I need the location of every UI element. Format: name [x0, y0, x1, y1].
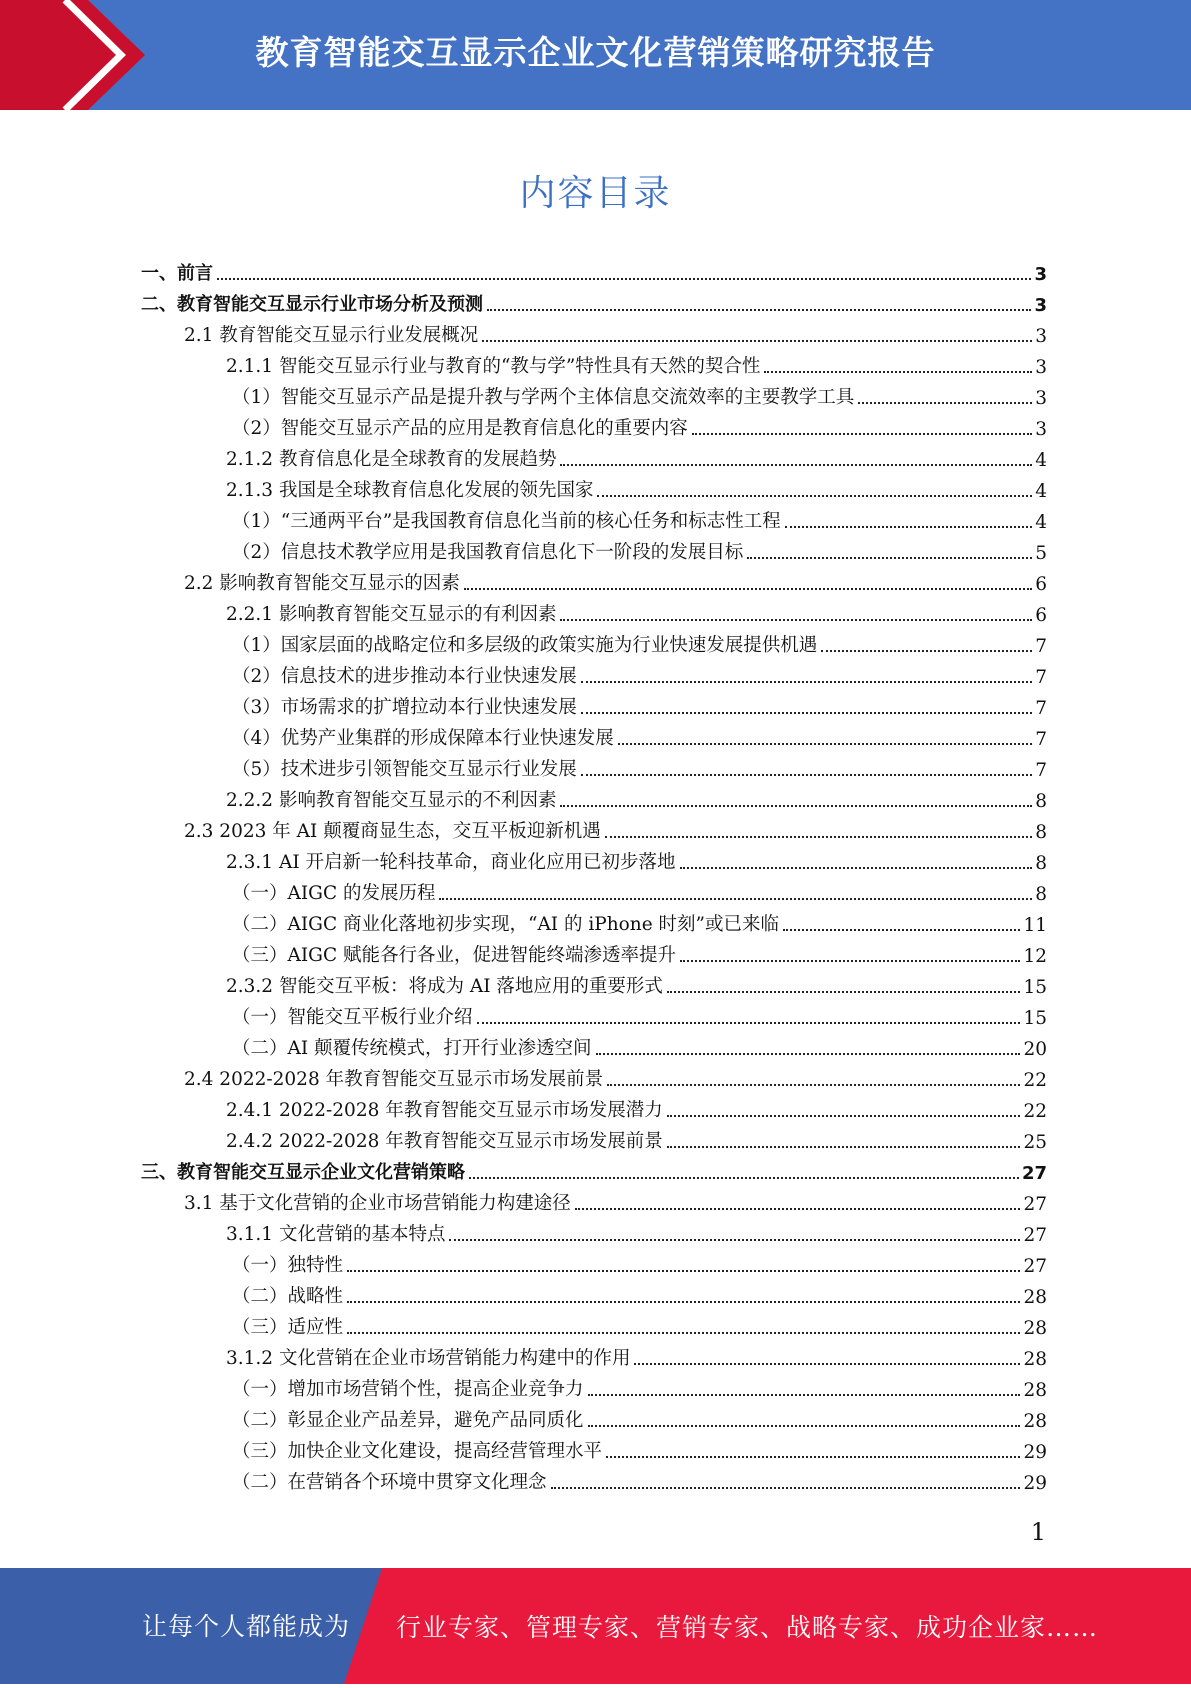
- toc-entry-page: 3: [1035, 388, 1047, 409]
- toc-entry[interactable]: [232, 1463, 1047, 1494]
- toc-entry-title: 3.1.2 文化营销在企业市场营销能力构建中的作用: [226, 1348, 631, 1369]
- toc-leader-dots: [464, 587, 1032, 590]
- toc-entry-title: 2.4 2022-2028 年教育智能交互显示市场发展前景: [184, 1069, 604, 1090]
- toc-entry-title: （二）AIGC 商业化落地初步实现，“AI 的 iPhone 时刻”或已来临: [232, 914, 779, 935]
- toc-leader-dots: [680, 959, 1020, 962]
- toc-entry-title: 2.3.2 智能交互平板：将成为 AI 落地应用的重要形式: [226, 976, 663, 997]
- toc-leader-dots: [667, 1114, 1021, 1117]
- toc-heading: 内容目录: [519, 173, 672, 214]
- toc-leader-dots: [487, 308, 1031, 311]
- toc-entry[interactable]: [226, 1091, 1047, 1122]
- report-title: 教育智能交互显示企业文化营销策略研究报告: [255, 33, 936, 72]
- toc-entry-page: 6: [1035, 605, 1047, 626]
- toc-entry[interactable]: [226, 1339, 1047, 1370]
- toc-leader-dots: [560, 463, 1032, 466]
- toc-leader-dots: [634, 1362, 1020, 1365]
- toc-entry[interactable]: [141, 1153, 1047, 1184]
- toc-entry[interactable]: [232, 1401, 1047, 1432]
- toc-entry[interactable]: [232, 378, 1047, 409]
- toc-entry-title: 2.4.1 2022-2028 年教育智能交互显示市场发展潜力: [226, 1100, 663, 1121]
- toc-entry[interactable]: [232, 905, 1047, 936]
- toc-entry[interactable]: [184, 1060, 1047, 1091]
- toc-entry[interactable]: [184, 812, 1047, 843]
- toc-entry-page: 28: [1023, 1380, 1047, 1401]
- toc-entry-title: （三）加快企业文化建设，提高经营管理水平: [232, 1441, 603, 1462]
- footer-banner: [0, 1568, 1191, 1684]
- toc-entry-page: 15: [1023, 977, 1047, 998]
- toc-entry-page: 22: [1023, 1070, 1047, 1091]
- toc-leader-dots: [439, 897, 1032, 900]
- toc-entry-page: 4: [1035, 450, 1047, 471]
- toc-leader-dots: [217, 277, 1031, 280]
- toc-leader-dots: [605, 835, 1033, 838]
- toc-entry-page: 3: [1035, 357, 1047, 378]
- toc-leader-dots: [821, 649, 1032, 652]
- toc-leader-dots: [667, 1145, 1021, 1148]
- toc-leader-dots: [667, 990, 1021, 993]
- toc-leader-dots: [618, 742, 1032, 745]
- toc-entry-title: （三）AIGC 赋能各行各业，促进智能终端渗透率提升: [232, 945, 676, 966]
- toc-entry-page: 5: [1035, 543, 1047, 564]
- toc-entry[interactable]: [232, 1432, 1047, 1463]
- footer-slogan-right: 行业专家、管理专家、营销专家、战略专家、成功企业家……: [396, 1613, 1099, 1642]
- toc-leader-dots: [588, 1393, 1021, 1396]
- toc-entry-title: （一）增加市场营销个性，提高企业竞争力: [232, 1379, 584, 1400]
- toc-entry-title: （2）信息技术教学应用是我国教育信息化下一阶段的发展目标: [232, 542, 744, 563]
- toc-entry-page: 3: [1034, 264, 1047, 285]
- toc-entry[interactable]: [232, 1277, 1047, 1308]
- toc-entry-title: （三）适应性: [232, 1317, 344, 1338]
- toc-entry-title: （一）独特性: [232, 1255, 344, 1276]
- toc-entry-page: 15: [1023, 1008, 1047, 1029]
- toc-entry[interactable]: [232, 533, 1047, 564]
- toc-entry-title: （1）国家层面的战略定位和多层级的政策实施为行业快速发展提供机遇: [232, 635, 818, 656]
- toc-entry[interactable]: [184, 564, 1047, 595]
- toc-entry-title: （1）智能交互显示产品是提升教与学两个主体信息交流效率的主要教学工具: [232, 387, 855, 408]
- toc-leader-dots: [588, 1424, 1021, 1427]
- toc-entry-title: （3）市场需求的扩增拉动本行业快速发展: [232, 697, 577, 718]
- toc-entry[interactable]: [184, 316, 1047, 347]
- toc-entry-page: 27: [1023, 1225, 1047, 1246]
- toc-entry-page: 8: [1035, 853, 1047, 874]
- toc-entry[interactable]: [232, 1370, 1047, 1401]
- toc-entry-title: （5）技术进步引领智能交互显示行业发展: [232, 759, 577, 780]
- toc-entry-page: 27: [1021, 1163, 1047, 1184]
- toc-leader-dots: [347, 1331, 1020, 1334]
- toc-entry-page: 3: [1035, 326, 1047, 347]
- toc-entry[interactable]: [232, 998, 1047, 1029]
- toc-entry-page: 11: [1023, 915, 1047, 936]
- toc-entry-page: 6: [1035, 574, 1047, 595]
- toc-entry-title: （一）智能交互平板行业介绍: [232, 1007, 473, 1028]
- toc-leader-dots: [581, 773, 1032, 776]
- toc-entry-title: （二）彰显企业产品差异，避免产品同质化: [232, 1410, 584, 1431]
- toc-entry[interactable]: [226, 967, 1047, 998]
- toc-entry-page: 7: [1035, 667, 1047, 688]
- toc-leader-dots: [347, 1269, 1020, 1272]
- toc-entry-page: 8: [1035, 884, 1047, 905]
- toc-leader-dots: [575, 1207, 1021, 1210]
- toc-entry-page: 8: [1035, 822, 1047, 843]
- header-red-chevron: [0, 0, 150, 110]
- toc-entry[interactable]: [232, 750, 1047, 781]
- toc-leader-dots: [449, 1238, 1020, 1241]
- toc-entry-title: （2）智能交互显示产品的应用是教育信息化的重要内容: [232, 418, 688, 439]
- toc-entry[interactable]: [226, 347, 1047, 378]
- toc-entry[interactable]: [226, 471, 1047, 502]
- toc-entry-page: 4: [1035, 512, 1047, 533]
- toc-entry-title: 2.2.2 影响教育智能交互显示的不利因素: [226, 790, 557, 811]
- toc-entry-title: （4）优势产业集群的形成保障本行业快速发展: [232, 728, 614, 749]
- toc-entry-title: 一、前言: [141, 263, 213, 284]
- toc-entry-page: 7: [1035, 636, 1047, 657]
- toc-entry[interactable]: [232, 1308, 1047, 1339]
- toc-entry[interactable]: [232, 409, 1047, 440]
- toc-entry-page: 20: [1023, 1039, 1047, 1060]
- toc-entry-title: 二、教育智能交互显示行业市场分析及预测: [141, 294, 483, 315]
- toc-entry-page: 28: [1023, 1411, 1047, 1432]
- toc-leader-dots: [747, 556, 1032, 559]
- toc-leader-dots: [347, 1300, 1020, 1303]
- toc-entry[interactable]: [141, 285, 1047, 316]
- toc-entry[interactable]: [232, 657, 1047, 688]
- toc-entry[interactable]: [232, 626, 1047, 657]
- toc-entry-page: 29: [1023, 1473, 1047, 1494]
- toc-leader-dots: [469, 1176, 1019, 1179]
- toc-entry-title: 2.1.1 智能交互显示行业与教育的“教与学”特性具有天然的契合性: [226, 356, 761, 377]
- toc-entry[interactable]: [226, 440, 1047, 471]
- toc-leader-dots: [680, 866, 1033, 869]
- toc-entry-title: 2.1 教育智能交互显示行业发展概况: [184, 325, 479, 346]
- toc-entry[interactable]: [232, 502, 1047, 533]
- toc-entry-page: 3: [1035, 419, 1047, 440]
- toc-entry[interactable]: [226, 1215, 1047, 1246]
- toc-entry-title: （二）战略性: [232, 1286, 344, 1307]
- toc-leader-dots: [692, 432, 1032, 435]
- toc-leader-dots: [596, 1052, 1021, 1055]
- toc-leader-dots: [560, 618, 1032, 621]
- toc-entry-title: （1）“三通两平台”是我国教育信息化当前的核心任务和标志性工程: [232, 511, 781, 532]
- toc-leader-dots: [581, 711, 1032, 714]
- footer-slogan-left: 让每个人都能成为: [142, 1612, 351, 1641]
- toc-leader-dots: [785, 525, 1033, 528]
- toc-entry-page: 3: [1034, 295, 1047, 316]
- toc-entry-page: 28: [1023, 1287, 1047, 1308]
- toc-entry[interactable]: [232, 688, 1047, 719]
- toc-leader-dots: [764, 370, 1032, 373]
- toc-entry[interactable]: [232, 936, 1047, 967]
- toc-entry[interactable]: [184, 1184, 1047, 1215]
- toc-entry-page: 7: [1035, 760, 1047, 781]
- toc-entry-title: （二）AI 颠覆传统模式，打开行业渗透空间: [232, 1038, 592, 1059]
- toc-entry[interactable]: [226, 595, 1047, 626]
- toc-leader-dots: [560, 804, 1032, 807]
- toc-leader-dots: [482, 339, 1032, 342]
- toc-entry-page: 7: [1035, 698, 1047, 719]
- toc-entry-page: 8: [1035, 791, 1047, 812]
- toc-entry-page: 22: [1023, 1101, 1047, 1122]
- toc-entry-page: 7: [1035, 729, 1047, 750]
- toc-entry[interactable]: [226, 1122, 1047, 1153]
- toc-entry-title: 2.3.1 AI 开启新一轮科技革命，商业化应用已初步落地: [226, 852, 676, 873]
- toc-leader-dots: [597, 494, 1032, 497]
- toc-entry[interactable]: [141, 254, 1047, 285]
- toc-entry-title: （2）信息技术的进步推动本行业快速发展: [232, 666, 577, 687]
- toc-entry[interactable]: [226, 781, 1047, 812]
- toc-entry-page: 28: [1023, 1318, 1047, 1339]
- toc-entry[interactable]: [232, 1029, 1047, 1060]
- toc-leader-dots: [783, 928, 1020, 931]
- toc-entry-title: 2.1.3 我国是全球教育信息化发展的领先国家: [226, 480, 594, 501]
- toc-entry-title: 3.1.1 文化营销的基本特点: [226, 1224, 446, 1245]
- toc-entry[interactable]: [232, 874, 1047, 905]
- toc-entry-title: 三、教育智能交互显示企业文化营销策略: [141, 1162, 465, 1183]
- header-banner: [0, 0, 1191, 110]
- toc-entry-page: 29: [1023, 1442, 1047, 1463]
- toc-leader-dots: [581, 680, 1032, 683]
- toc-entry-title: （二）在营销各个环境中贯穿文化理念: [232, 1472, 547, 1493]
- toc-leader-dots: [607, 1083, 1020, 1086]
- toc-entry-page: 12: [1023, 946, 1047, 967]
- toc-entry-page: 28: [1023, 1349, 1047, 1370]
- toc-entry-title: 2.2.1 影响教育智能交互显示的有利因素: [226, 604, 557, 625]
- page-number: 1: [1030, 1518, 1046, 1546]
- toc-entry-title: 2.1.2 教育信息化是全球教育的发展趋势: [226, 449, 557, 470]
- toc-entry-page: 25: [1023, 1132, 1047, 1153]
- toc-leader-dots: [858, 401, 1032, 404]
- toc-leader-dots: [477, 1021, 1021, 1024]
- toc-leader-dots: [606, 1455, 1020, 1458]
- toc-entry-page: 27: [1023, 1256, 1047, 1277]
- toc-entry-title: 2.2 影响教育智能交互显示的因素: [184, 573, 460, 594]
- toc-leader-dots: [551, 1486, 1021, 1489]
- toc-entry-title: 2.4.2 2022-2028 年教育智能交互显示市场发展前景: [226, 1131, 663, 1152]
- toc-entry[interactable]: [232, 1246, 1047, 1277]
- toc-entry-title: 2.3 2023 年 AI 颠覆商显生态，交互平板迎新机遇: [184, 821, 601, 842]
- toc-entry-page: 27: [1023, 1194, 1047, 1215]
- toc-entry-page: 4: [1035, 481, 1047, 502]
- toc-entry[interactable]: [232, 719, 1047, 750]
- toc-entry[interactable]: [226, 843, 1047, 874]
- toc-entry-title: 3.1 基于文化营销的企业市场营销能力构建途径: [184, 1193, 571, 1214]
- toc-entry-title: （一）AIGC 的发展历程: [232, 883, 436, 904]
